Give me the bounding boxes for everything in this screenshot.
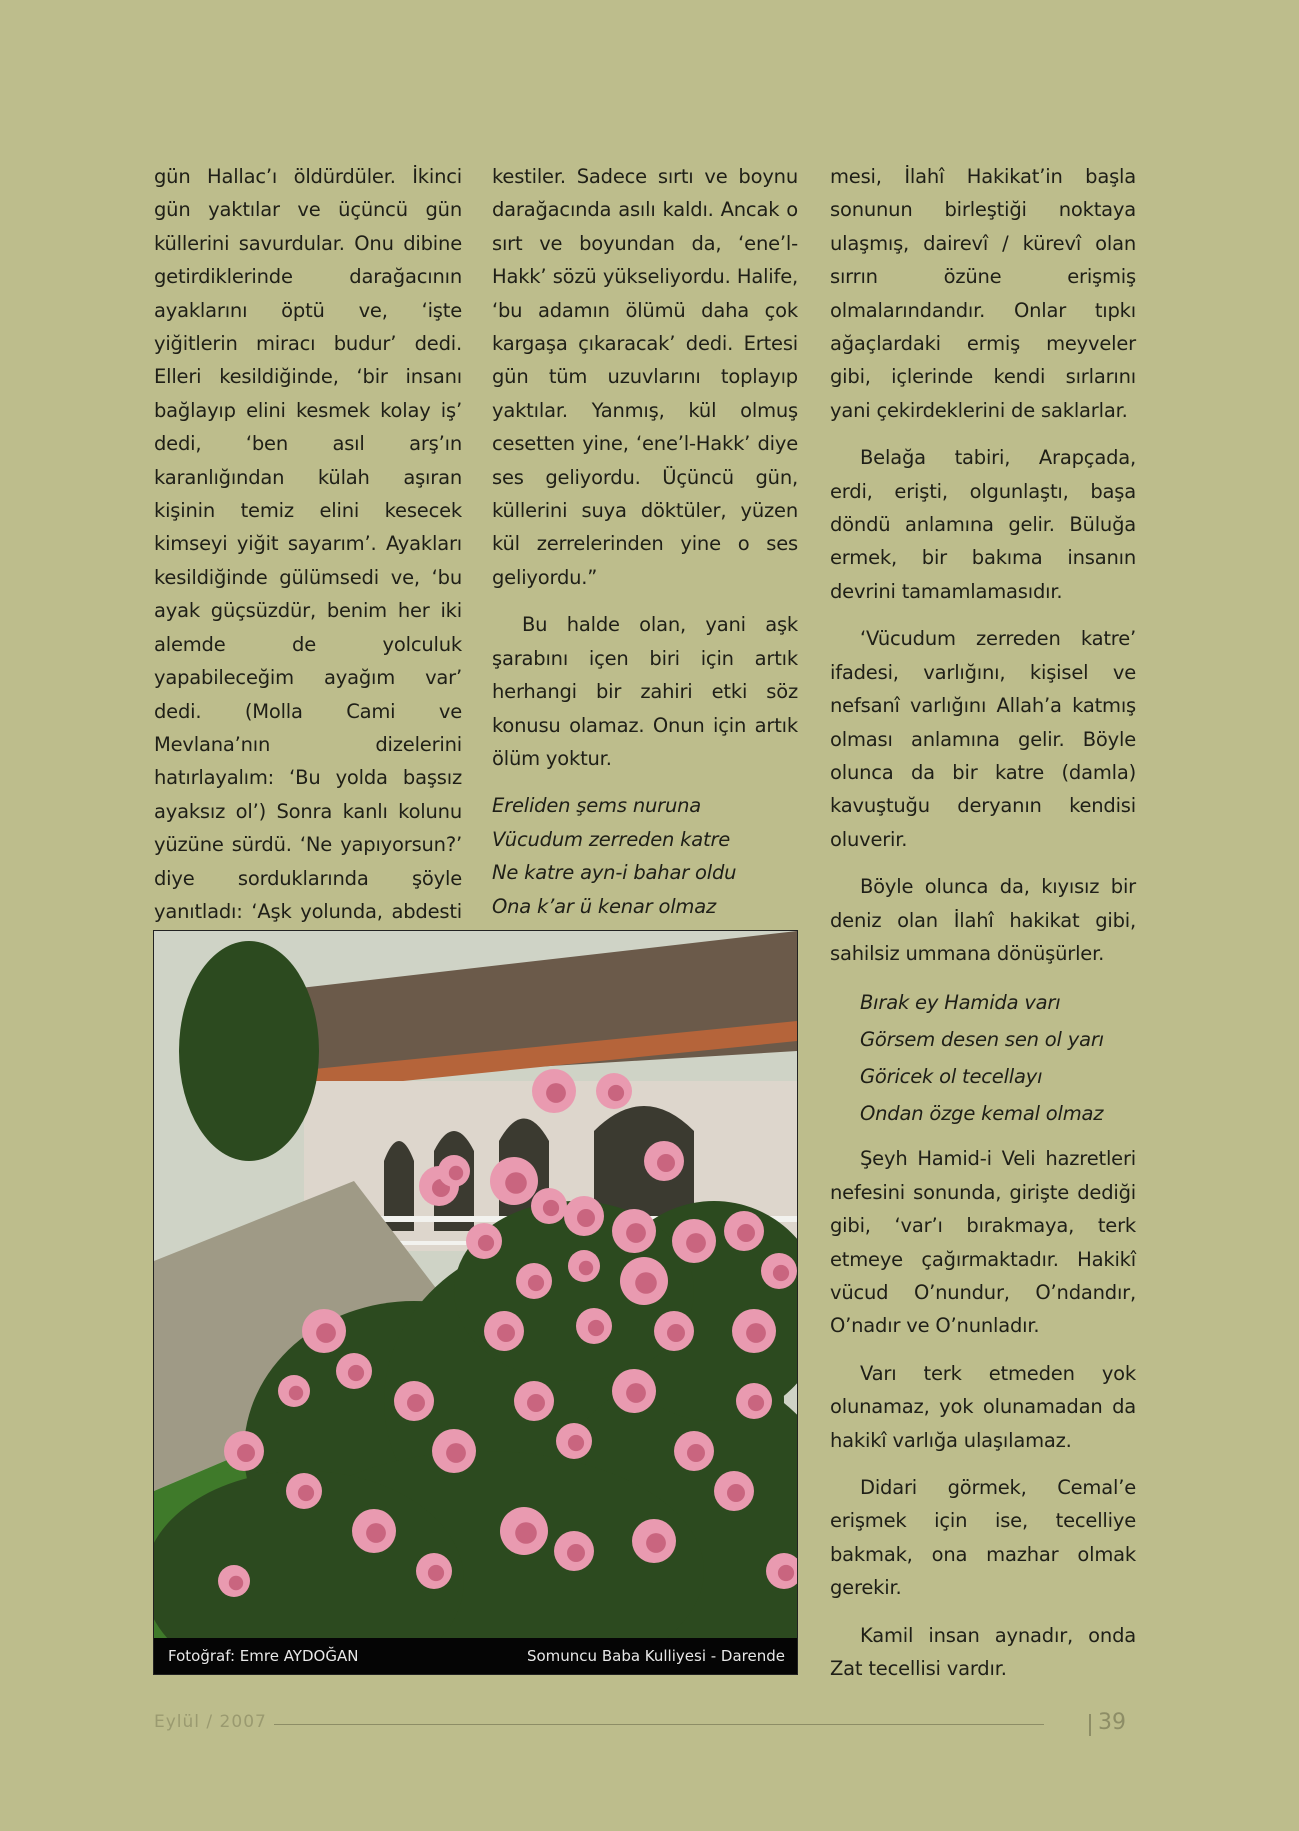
- photo-rose-center: [667, 1324, 685, 1342]
- paragraph: Belağa tabiri, Arapçada, erdi, erişti, olgunlaştı, başa döndü anlamına gelir. Büluğa ermek, bir bakıma insanın devrini tamamlamasıdır.: [830, 446, 1136, 603]
- paragraph: Varı terk etmeden yok olunamaz, yok olunamadan da hakikî varlığa ulaşılamaz.: [830, 1361, 1136, 1452]
- paragraph: Böyle olunca da, kıyısız bir deniz olan İlahî hakikat gibi, sahilsiz ummana dönüşürler.: [830, 875, 1136, 965]
- paragraph: Didari görmek, Cemal’e erişmek için ise, tecelliye bakmak, ona mazhar olmak gerekir.: [830, 1476, 1136, 1600]
- photo-rose-center: [687, 1444, 705, 1462]
- paragraph: Şeyh Hamid-i Veli hazretleri nefesini sonunda, girişte dediği gibi, ‘var’ı bırakmaya, terk etmeye çağırmaktadır. Hakikî vücud O’nundur, O’ndandır, O’nadır ve O’nunladır.: [830, 1147, 1136, 1338]
- photo-rose-center: [773, 1265, 789, 1281]
- issue-date: Eylül / 2007: [154, 1712, 267, 1732]
- photo-rose-center: [588, 1320, 604, 1336]
- text-column-1: [154, 160, 462, 1043]
- text-column-2: [492, 160, 798, 1041]
- photo-rose-center: [626, 1383, 646, 1403]
- photo-rose-garden: [153, 930, 798, 1675]
- paragraph: Bu halde olan, yani aşk şarabını içen biri için artık herhangi bir zahiri etki söz konusu olamaz. Onun için artık ölüm yoktur.: [492, 613, 798, 770]
- photo-rose-center: [449, 1166, 463, 1180]
- photo-rose-center: [515, 1522, 537, 1544]
- verse-line: Ne katre ayn-i bahar oldu: [492, 861, 737, 885]
- photo-rose-center: [446, 1443, 466, 1463]
- page-number: 39: [1098, 1710, 1126, 1735]
- verse-line: Ona k’ar ü kenar olmaz: [492, 894, 717, 918]
- photo-rose-center: [686, 1233, 706, 1253]
- photo-rose-center: [568, 1435, 584, 1451]
- photo-rose-center: [229, 1576, 243, 1590]
- photo-rose-center: [746, 1323, 766, 1343]
- footer-divider: [1089, 1714, 1091, 1736]
- paragraph: ‘Vücudum zerreden katre’ ifadesi, varlığını, kişisel ve nefsanî varlığını Allah’a katmış olması anlamına gelir. Böyle olunca da bir katre (damla) kavuştuğu deryanın kendisi oluverir.: [830, 627, 1136, 851]
- photo-caption: Somuncu Baba Kulliyesi - Darende: [526, 1647, 785, 1665]
- verse-line: Bırak ey Hamida varı: [860, 991, 1061, 1015]
- photo-rose-center: [289, 1386, 303, 1400]
- photo-rose-center: [579, 1261, 593, 1275]
- photo-tree: [179, 941, 319, 1161]
- photo-credit: Fotoğraf: Emre AYDOĞAN: [168, 1647, 359, 1665]
- photo-illustration: [154, 931, 797, 1674]
- verse-block: [492, 789, 798, 923]
- photo-rose-center: [348, 1365, 364, 1381]
- photo-rose-center: [478, 1235, 494, 1251]
- photo-rose-center: [546, 1083, 566, 1103]
- photo-rose-center: [543, 1200, 559, 1216]
- photo-rose-center: [298, 1485, 314, 1501]
- photo-rose-center: [316, 1323, 336, 1343]
- photo-rose-center: [657, 1154, 675, 1172]
- photo-rose-center: [737, 1224, 755, 1242]
- photo-rose-center: [407, 1394, 425, 1412]
- photo-rose-center: [528, 1275, 544, 1291]
- verse-block: [830, 984, 1136, 1132]
- photo-rose-center: [577, 1209, 595, 1227]
- paragraph: gün Hallac’ı öldürdüler. İkinci gün yaktılar ve üçüncü gün küllerini savurdular. Onu dibine getirdiklerinde darağacının ayaklarını öptü ve, ‘işte yiğitlerin miracı budur’ dedi. Elleri kesildiğinde, ‘bir insanı bağlayıp elini kesmek kolay iş’ dedi, ‘ben asıl arş’ın karanlığından külah aşıran kişinin temiz elini kesecek kimseyi yiğit sayarım’. Ayakları kesildiğinde gülümsedi ve, ‘bu ayak güçsüzdür, benim her iki alemde de yolculuk yapabileceğim ayağım var’ dedi. (Molla Cami ve Mevlana’nın dizelerini hatırlayalım: ‘Bu yolda başsız ayaksız ol’) Sonra kanlı kolunu yüzüne sürdü. ‘Ne yapıyorsun?’ diye sorduklarında şöyle yanıtladı: ‘Aşk yolunda, abdesti: [154, 165, 462, 923]
- photo-rose-center: [527, 1394, 545, 1412]
- paragraph: mesi, İlahî Hakikat’in başla sonunun birleştiği noktaya ulaşmış, dairevî / kürevî olan sırrın özüne erişmiş olmalarındandır. Onlar tıpkı ağaçlardaki ermiş meyveler gibi, içlerinde kendi sırlarını yani çekirdeklerini de saklarlar.: [830, 165, 1136, 422]
- verse-line: Göricek ol tecellayı: [860, 1065, 1043, 1089]
- photo-rose-center: [646, 1533, 666, 1553]
- photo-rose-center: [635, 1272, 657, 1294]
- paragraph: Kamil insan aynadır, onda Zat tecellisi vardır.: [830, 1623, 1136, 1681]
- verse-line: Vücudum zerreden katre: [492, 827, 731, 851]
- page-footer: [154, 1712, 1138, 1736]
- photo-rose-center: [237, 1444, 255, 1462]
- photo-rose-center: [727, 1484, 745, 1502]
- verse-line: Görsem desen sen ol yarı: [860, 1028, 1104, 1052]
- verse-line: Ondan özge kemal olmaz: [860, 1102, 1104, 1126]
- text-column-3: [830, 160, 1136, 1699]
- verse-line: Ereliden şems nuruna: [492, 794, 702, 818]
- photo-rose-center: [505, 1172, 527, 1194]
- photo-rose-center: [428, 1565, 444, 1581]
- photo-rose-center: [567, 1544, 585, 1562]
- photo-caption-bar: [154, 1638, 797, 1674]
- paragraph: kestiler. Sadece sırtı ve boynu darağacında asılı kaldı. Ancak o sırt ve boyundan da, ‘ene’l-Hakk’ sözü yükseliyordu. Halife, ‘bu adamın ölümü daha çok kargaşa çıkaracak’ dedi. Ertesi gün tüm uzuvlarını toplayıp yaktılar. Yanmış, kül olmuş cesetten yine, ‘ene’l-Hakk’ diye ses geliyordu. Üçüncü gün, küllerini suya döktüler, yüzen kül zerrelerinden yine o ses geliyordu.”: [492, 165, 798, 589]
- photo-rose-center: [608, 1085, 624, 1101]
- photo-rose-center: [626, 1223, 646, 1243]
- photo-rose-center: [497, 1324, 515, 1342]
- photo-rose-center: [366, 1523, 386, 1543]
- photo-rose-center: [778, 1565, 794, 1581]
- photo-rose-center: [748, 1395, 764, 1411]
- footer-rule: [274, 1724, 1044, 1725]
